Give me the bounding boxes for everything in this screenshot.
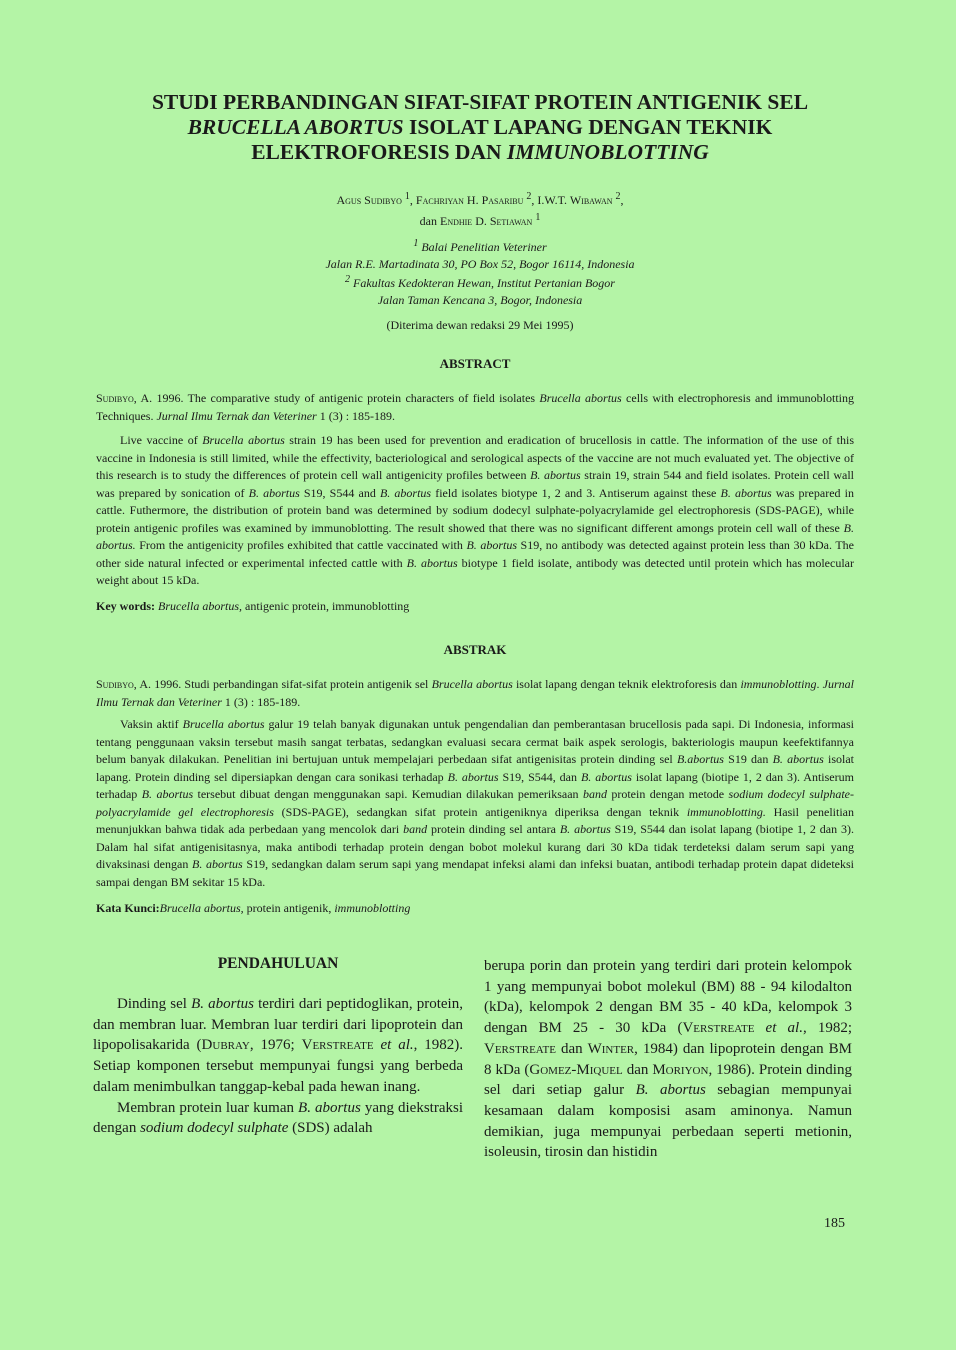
page-number: 185 bbox=[824, 1216, 845, 1231]
institution-1: Balai Penelitian Veteriner bbox=[421, 240, 547, 254]
title-technique: IMMUNOBLOTTING bbox=[506, 140, 709, 164]
intro-paragraph-2: Membran protein luar kuman B. abortus yang diekstraksi dengan sodium dodecyl sulphate (SDS) adalah bbox=[93, 1099, 463, 1137]
intro-paragraph-1: Dinding sel B. abortus terdiri dari peptidoglikan, protein, dan membran luar. Membran luar terdiri dari lipoprotein dan lipopolisakarida (Dubray, 1976; Verstreate et al., 1982). Setiap komponen tersebut mempunyai fungsi yang berbeda dalam menimbulkan tanggap-kebal pada hewan inang. bbox=[93, 996, 464, 1095]
intro-right-column: berupa porin dan protein yang terdiri dari protein kelompok 1 yang mempunyai bobot molekul (BM) 88 - 94 kilodalton (kDa), kelompok 2 dengan BM 35 - 40 kDa, kelompok 3 dengan BM 25 - 30 kDa (Verstreate et al., 1982; Verstreate dan Winter, 1984) dan lipoprotein dengan BM 8 kDa (Gomez-Miquel dan Moriyon, 1986). Protein dinding sel dari setiap galur B. abortus sebagian mempunyai kesamaan dalam komposisi asam aminonya. Namun demikian, juga mempunyai perbedaan seperti metionin, isoleusin, tirosin dan histidin bbox=[484, 958, 853, 1161]
author-1: Agus Sudibyo bbox=[336, 193, 402, 207]
address-1: Jalan R.E. Martadinata 30, PO Box 52, Bogor 16114, Indonesia bbox=[325, 256, 635, 271]
abstract-body: Live vaccine of Brucella abortus strain 19 has been used for prevention and eradication of brucellosis in cattle. The information of the use of this vaccine in Indonesia is still limited, while the effectivity, bacteriological and serological aspects of the vaccine are not much evaluated yet. The objective of this research is to study the differences of protein cell wall antigenicity profiles between B. abortus strain 19, strain 544 and field isolates. Protein cell wall was prepared by sonication of B. abortus S19, S544 and B. abortus field isolates biotype 1, 2 and 3. Antiserum against these B. abortus was prepared in cattle. Futhermore, the distribution of protein band was determined by sodium dodecyl sulphate-polyacrylamide gel electrophoresis (SDS-PAGE), while protein antigenic profiles was examined by immunoblotting. The result showed that there was no significant different amongs protein cell wall of these B. abortus. From the antigenicity profiles exhibited that cattle vaccinated with B. abortus S19, no antibody was detected against protein less than 30 kDa. The other side natural infected or experimental infected cattle with B. abortus biotype 1 field isolate, antibody was detected until protein which has molecular weight about 15 kDa. bbox=[96, 433, 854, 587]
abstract-citation: Sudibyo, A. 1996. The comparative study of antigenic protein characters of field isolates Brucella abortus cells with electrophoresis and immunoblotting Techniques. Jurnal Ilmu Ternak dan Veteriner 1 (3) : 185-189. bbox=[96, 391, 854, 423]
abstrak-body: Vaksin aktif Brucella abortus galur 19 telah banyak digunakan untuk pengendalian dan pemberantasan brucellosis pada sapi. Di Indonesia, informasi tentang penggunaan vaksin tersebut masih sangat terbatas, sedangkan evaluasi secara cermat baik aspek serologis, bakteriologis maupun keefektifannya belum banyak dilakukan. Penelitian ini bertujuan untuk mempelajari perbedaan sifat antigenisitas protein dinding sel B.abortus S19 dan B. abortus isolat lapang. Protein dinding sel dipersiapkan dengan cara sonikasi terhadap B. abortus S19, S544, dan B. abortus isolat lapang (biotipe 1, 2 dan 3). Antiserum terhadap B. abortus tersebut dibuat dengan menggunakan sapi. Kemudian dilakukan pemeriksaan band protein dengan metode sodium dodecyl sulphate-polyacrylamide gel electrophoresis (SDS-PAGE), sedangkan sifat protein antigeniknya diperiksa dengan teknik immunoblotting. Hasil penelitian menunjukkan bahwa tidak ada perbedaan yang mencolok dari band protein dinding sel antara B. abortus S19, S544 dan isolat lapang (biotipe 1, 2 dan 3). Dalam hal sifat antigenisitasnya, maka antibodi terhadap protein dengan bobot molekul kurang dari 30 kDa tidak terdeteksi dalam serum sapi yang divaksinasi dengan B. abortus S19, sedangkan dalam serum sapi yang mendapat infeksi alami dan infeksi buatan, antibodi terhadap protein dapat dideteksi sampai dengan BM sekitar 15 kDa. bbox=[96, 717, 855, 889]
intro-heading: PENDAHULUAN bbox=[217, 955, 339, 972]
abstrak-keywords: Kata Kunci:Brucella abortus, protein antigenik, immunoblotting bbox=[96, 901, 411, 915]
author-4: Endhie D. Setiawan bbox=[439, 214, 533, 228]
title-line-3: ELEKTROFORESIS DAN IMMUNOBLOTTING bbox=[251, 140, 709, 164]
author-3: I.W.T. Wibawan bbox=[537, 193, 613, 207]
author-2: Fachriyan H. Pasaribu bbox=[415, 193, 524, 207]
title-species: BRUCELLA ABORTUS bbox=[187, 115, 404, 139]
intro-left-column bbox=[93, 994, 463, 1139]
received-date: (Diterima dewan redaksi 29 Mei 1995) bbox=[386, 318, 574, 332]
title-line-2: BRUCELLA ABORTUS ISOLAT LAPANG DENGAN TEKNIK bbox=[187, 115, 773, 139]
abstrak-citation: Sudibyo, A. 1996. Studi perbandingan sifat-sifat protein antigenik sel Brucella abortus isolat lapang dengan teknik elektroforesis dan immunoblotting. Jurnal Ilmu Ternak dan Veteriner 1 (3) : 185-189. bbox=[96, 677, 855, 709]
institution-2: Fakultas Kedokteran Hewan, Institut Pertanian Bogor bbox=[353, 276, 615, 290]
abstract-heading: ABSTRACT bbox=[439, 356, 511, 371]
author-list: Agus Sudibyo $^1$, Fachriyan H. Pasaribu $^2$, I.W.T. Wibawan $^2$, dan Endhie D. Setiawan $^1$ bbox=[336, 191, 624, 228]
title-line-1: STUDI PERBANDINGAN SIFAT-SIFAT PROTEIN ANTIGENIK SEL bbox=[151, 90, 809, 114]
affiliations: $^1$ Balai Penelitian Veteriner Jalan R.E. Martadinata 30, PO Box 52, Bogor 16114, Indonesia $^2$ Fakultas Kedokteran Hewan, Institut Pertanian Bogor Jalan Taman Kencana 3, Bogor, Indonesia bbox=[200, 236, 760, 308]
address-2: Jalan Taman Kencana 3, Bogor, Indonesia bbox=[377, 292, 583, 307]
abstract-keywords: Key words: Brucella abortus, antigenic protein, immunoblotting bbox=[96, 599, 410, 613]
article-title bbox=[100, 90, 860, 165]
abstrak-heading: ABSTRAK bbox=[443, 642, 507, 657]
